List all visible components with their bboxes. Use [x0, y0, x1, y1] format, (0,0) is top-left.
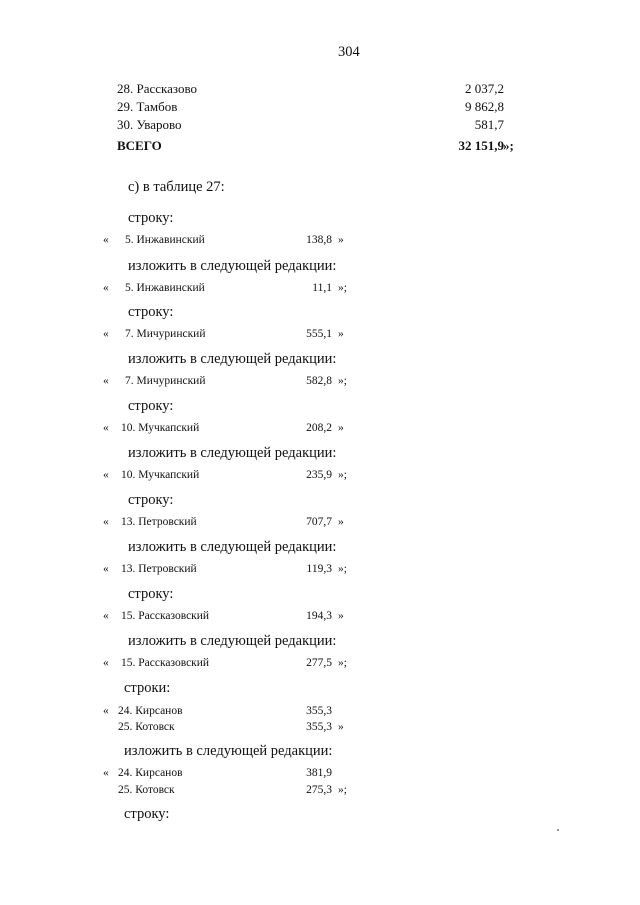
row-name-new: 7. Мичуринский — [125, 375, 206, 387]
phrase-stroku: строку: — [128, 304, 174, 320]
row-value-new: 381,9 — [306, 767, 332, 779]
quote-open: « — [103, 657, 109, 669]
section-heading: с) в таблице 27: — [128, 179, 225, 195]
row-name-new: 10. Мучкапский — [121, 469, 200, 481]
row-name-new: 5. Инжавинский — [125, 282, 205, 294]
quote-close: »; — [338, 657, 347, 669]
page-number: 304 — [338, 44, 360, 60]
row-name-new: 15. Рассказовский — [121, 657, 210, 669]
phrase-stroku: строку: — [128, 586, 174, 602]
row-value-old: 208,2 — [306, 422, 332, 434]
row-name-new: 25. Котовск — [118, 784, 175, 796]
quote-open: « — [103, 328, 109, 340]
row-value-old: 194,3 — [306, 610, 332, 622]
quote-close: » — [338, 610, 344, 622]
total-label: ВСЕГО — [117, 138, 162, 153]
row-value-new: 119,3 — [306, 563, 332, 575]
row-name-old: 10. Мучкапский — [121, 422, 200, 434]
row-value-old: 355,3 — [306, 705, 332, 717]
phrase-izlozhit: изложить в следующей редакции: — [124, 743, 333, 759]
row-name-new: 13. Петровский — [121, 563, 197, 575]
table-row-name: 29. Тамбов — [117, 99, 178, 114]
quote-open: « — [103, 422, 109, 434]
phrase-izlozhit: изложить в следующей редакции: — [128, 445, 337, 461]
row-value-new: 277,5 — [306, 657, 332, 669]
total-value: 32 151,9 — [458, 138, 504, 153]
phrase-izlozhit: изложить в следующей редакции: — [128, 351, 337, 367]
quote-close: »; — [338, 784, 347, 796]
row-value-old: 138,8 — [306, 234, 332, 246]
quote-open: « — [103, 282, 109, 294]
quote-close: » — [338, 328, 344, 340]
phrase-stroki: строки: — [124, 680, 171, 696]
row-name-old: 15. Рассказовский — [121, 610, 210, 622]
scan-speck — [557, 829, 559, 831]
table-row-value: 9 862,8 — [465, 99, 504, 114]
row-name-old: 7. Мичуринский — [125, 328, 206, 340]
table-row-value: 2 037,2 — [465, 81, 504, 96]
phrase-izlozhit: изложить в следующей редакции: — [128, 539, 337, 555]
phrase-stroku: строку: — [128, 210, 174, 226]
row-name-old: 5. Инжавинский — [125, 234, 205, 246]
phrase-izlozhit: изложить в следующей редакции: — [128, 258, 337, 274]
row-value-new: 275,3 — [306, 784, 332, 796]
row-name-old: 24. Кирсанов — [118, 705, 183, 717]
row-name-old: 13. Петровский — [121, 516, 197, 528]
row-value-new: 235,9 — [306, 469, 332, 481]
quote-close: »; — [338, 469, 347, 481]
quote-close: »; — [338, 375, 347, 387]
quote-open: « — [103, 375, 109, 387]
quote-open: « — [103, 516, 109, 528]
row-name-old: 25. Котовск — [118, 721, 175, 733]
quote-open: « — [103, 469, 109, 481]
quote-open: « — [103, 705, 109, 717]
row-value-old: 555,1 — [306, 328, 332, 340]
row-value-new: 11,1 — [312, 282, 332, 294]
quote-close: » — [338, 721, 344, 733]
quote-close: »; — [338, 563, 347, 575]
quote-open: « — [103, 610, 109, 622]
row-value-old: 707,7 — [306, 516, 332, 528]
total-quote-close: »; — [503, 138, 514, 153]
phrase-stroku: строку: — [128, 398, 174, 414]
quote-close: » — [338, 422, 344, 434]
table-row-value: 581,7 — [474, 117, 504, 132]
table-row-name: 30. Уварово — [117, 117, 182, 132]
row-name-new: 24. Кирсанов — [118, 767, 183, 779]
phrase-stroku: строку: — [124, 806, 170, 822]
quote-close: » — [338, 516, 344, 528]
quote-close: »; — [338, 282, 347, 294]
quote-open: « — [103, 234, 109, 246]
row-value-old: 355,3 — [306, 721, 332, 733]
quote-open: « — [103, 563, 109, 575]
quote-close: » — [338, 234, 344, 246]
quote-open: « — [103, 767, 109, 779]
phrase-izlozhit: изложить в следующей редакции: — [128, 633, 337, 649]
phrase-stroku: строку: — [128, 492, 174, 508]
row-value-new: 582,8 — [306, 375, 332, 387]
table-row-name: 28. Рассказово — [117, 81, 198, 96]
